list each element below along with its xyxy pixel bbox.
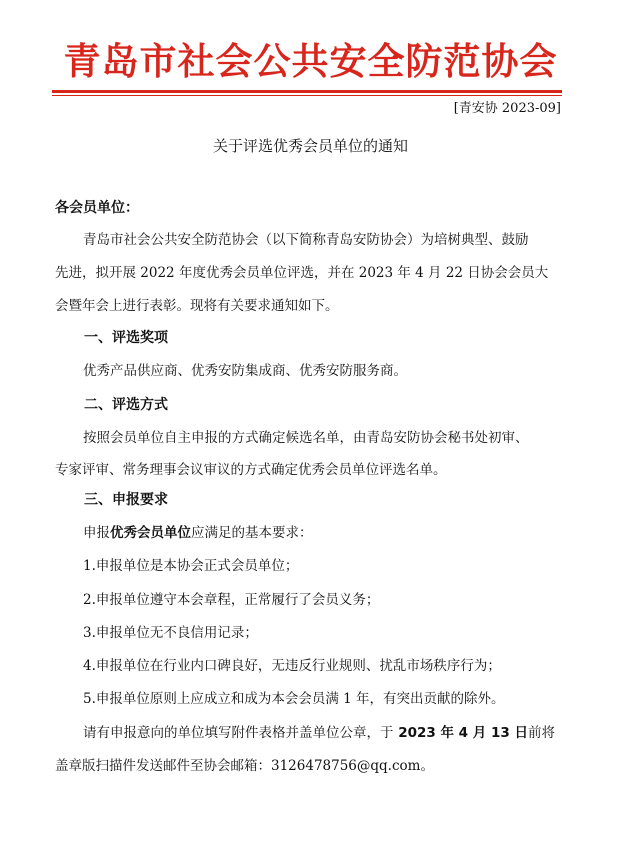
requirement-item: 4.申报单位在行业内口碑良好，无违反行业规则、扰乱市场秩序行为； (83, 658, 501, 674)
closing-date: 2023 年 4 月 13 日 (393, 725, 528, 741)
requirements-suffix: 应满足的基本要求： (191, 525, 313, 541)
section-1-text: 优秀产品供应商、优秀安防集成商、优秀安防服务商。 (83, 363, 407, 379)
intro-line-1: 青岛市社会公共安全防范协会（以下简称青岛安防协会）为培树典型、鼓励 (83, 232, 529, 248)
section-2-line-2: 专家评审、常务理事会议审议的方式确定优秀会员单位评选名单。 (55, 462, 447, 478)
intro-line-2: 先进，拟开展 2022 年度优秀会员单位评选，并在 2023 年 4 月 22 日协会会员大 (55, 265, 549, 281)
section-1-heading: 一、评选奖项 (84, 330, 168, 346)
requirements-bold: 优秀会员单位 (110, 525, 191, 541)
red-rule-thick (52, 90, 562, 93)
section-3-heading: 三、申报要求 (84, 492, 168, 508)
red-rule-thin (52, 95, 562, 96)
salutation: 各会员单位： (55, 200, 139, 216)
requirements-intro (55, 523, 598, 543)
requirement-item: 1.申报单位是本协会正式会员单位； (83, 558, 299, 574)
intro-line-3: 会暨年会上进行表彰。现将有关要求通知如下。 (55, 298, 339, 314)
requirements-prefix: 申报 (83, 525, 110, 541)
requirement-item: 3.申报单位无不良信用记录； (83, 625, 258, 641)
org-name-title: 青岛市社会公共安全防范协会 (63, 40, 558, 83)
requirement-item: 2.申报单位遵守本会章程，正常履行了会员义务； (83, 592, 380, 608)
closing-line-2: 盖章版扫描件发送邮件至协会邮箱：3126478756@qq.com。 (55, 758, 434, 774)
section-2-line-1: 按照会员单位自主申报的方式确定候选名单，由青岛安防协会秘书处初审、 (83, 430, 529, 446)
doc-number: [青安协 2023-09] (453, 101, 561, 116)
closing-prefix: 请有申报意向的单位填写附件表格并盖单位公章，于 (83, 725, 394, 741)
closing-line-1 (55, 723, 598, 743)
notice-title: 关于评选优秀会员单位的通知 (212, 137, 408, 155)
closing-suffix: 前将 (527, 725, 555, 741)
requirement-item: 5.申报单位原则上应成立和成为本会会员满 1 年，有突出贡献的除外。 (83, 691, 505, 707)
section-2-heading: 二、评选方式 (84, 397, 168, 413)
